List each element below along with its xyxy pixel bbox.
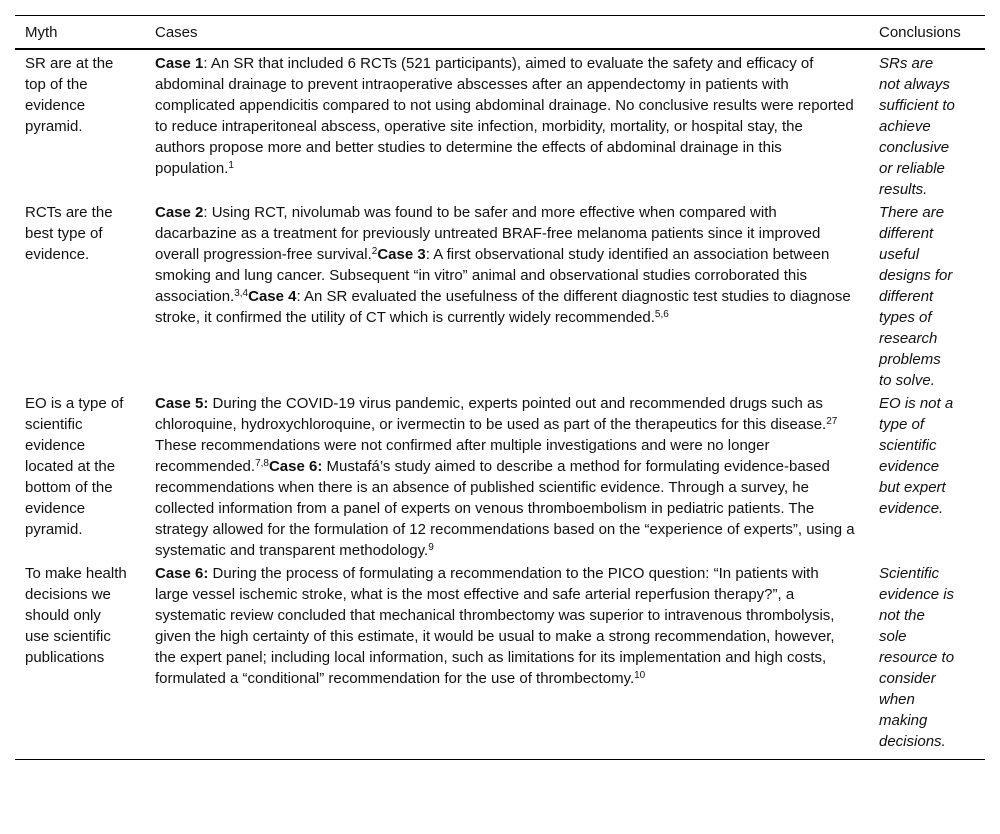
case-text: Using RCT, nivolumab was found to be safer and more effective when compared with dacarbazine as a treatment for previously untreated BRAF-free melanoma patients since it improved overall progression-free survival. <box>155 204 821 263</box>
conclusion-cell: EO is not a type of scientific evidence but expert evidence. <box>879 395 954 517</box>
conclusion-cell: SRs are not always sufficient to achieve conclusive or reliable results. <box>879 55 955 198</box>
myth-cell: SR are at the top of the evidence pyramid. <box>25 55 114 135</box>
table-body <box>15 49 985 760</box>
table-row <box>15 392 985 562</box>
reference-superscript: 9 <box>428 542 434 553</box>
myths-table <box>15 15 985 760</box>
reference-superscript: 2 <box>371 246 378 257</box>
myth-cell: RCTs are the best type of evidence. <box>25 204 113 263</box>
conclusion-cell: There are different useful designs for different types of research problems to solve. <box>879 204 953 389</box>
case-label: Case 2 <box>155 204 204 221</box>
myths-table-container <box>15 15 985 760</box>
case-separator: : <box>203 55 211 72</box>
table-row <box>15 201 985 392</box>
case-label: Case 4 <box>248 288 297 305</box>
myth-cell: EO is a type of scientific evidence located at the bottom of the evidence pyramid. <box>25 395 124 538</box>
reference-superscript: 5,6 <box>654 309 669 320</box>
case-text: An SR that included 6 RCTs (521 participants), aimed to evaluate the safety and efficacy of abdominal drainage to prevent intraoperative abscesses after an appendectomy in patients with complicated appendicitis compared to not using abdominal drainage. No conclusive results were reported to reduce intraperitoneal abscess, operative site infection, morbidity, mortality, or hospital stay, the authors propose more and better studies to determine the effects of abdominal drainage in this population. <box>155 55 854 177</box>
conclusion-cell: Scientific evidence is not the sole resource to consider when making decisions. <box>879 565 955 750</box>
header-cases: Cases <box>155 24 198 41</box>
reference-superscript: 7,8 <box>255 458 269 469</box>
case-text: During the COVID-19 virus pandemic, experts pointed out and recommended drugs such as chloroquine, hydroxychloroquine, or ivermectin to be used as part of the therapeutics for this disease. <box>155 395 827 433</box>
reference-superscript: 27 <box>826 416 838 427</box>
cases-cell <box>145 49 869 201</box>
case-label: Case 3 <box>377 246 426 263</box>
case-separator: : <box>203 204 212 221</box>
cases-cell <box>145 392 869 562</box>
reference-superscript: 1 <box>228 160 234 171</box>
case-text: A first observational study identified an association between smoking and lung cancer. Subsequent “in vitro” animal and observational studies corroborated this association. <box>155 246 830 305</box>
table-header <box>15 16 985 50</box>
header-myth: Myth <box>25 24 58 41</box>
case-text-continued: These recommendations were not confirmed after multiple investigations and were no longer recommended. <box>155 437 770 475</box>
case-label: Case 5: <box>155 395 209 412</box>
case-separator: : <box>425 246 434 263</box>
table-row <box>15 562 985 760</box>
case-text: Mustafá’s study aimed to describe a method for formulating evidence-based recommendations when there is an absence of published scientific evidence. Through a survey, he collected information from a panel of experts on venous thromboembolism in pediatric patients. The strategy allowed for the formulation of 12 recommendations based on the “experience of experts”, using a systematic and transparent methodology. <box>155 458 855 559</box>
cases-cell <box>145 562 869 760</box>
header-conclusions: Conclusions <box>879 24 961 41</box>
cases-cell <box>145 201 869 392</box>
reference-superscript: 3,4 <box>234 288 249 299</box>
case-text: During the process of formulating a recommendation to the PICO question: “In patients with large vessel ischemic stroke, what is the most effective and safe arterial reperfusion therapy?”, a systematic review concluded that mechanical thrombectomy was superior to intravenous thrombolysis, given the high certainty of this estimate, it would be usual to make a strong recommendation, however, the expert panel; including local information, such as limitations for its implementation and high costs, formulated a “conditional” recommendation for the use of thrombectomy. <box>155 565 835 687</box>
case-label: Case 6: <box>268 458 323 475</box>
case-label: Case 1 <box>155 55 204 72</box>
case-text: An SR evaluated the usefulness of the different diagnostic test studies to diagnose stroke, it confirmed the utility of CT which is currently widely recommended. <box>155 288 851 326</box>
reference-superscript: 10 <box>634 670 646 681</box>
table-row <box>15 49 985 201</box>
case-separator: : <box>296 288 305 305</box>
myth-cell: To make health decisions we should only use scientific publications <box>25 565 127 666</box>
case-label: Case 6: <box>155 565 209 582</box>
header-row <box>15 16 985 50</box>
